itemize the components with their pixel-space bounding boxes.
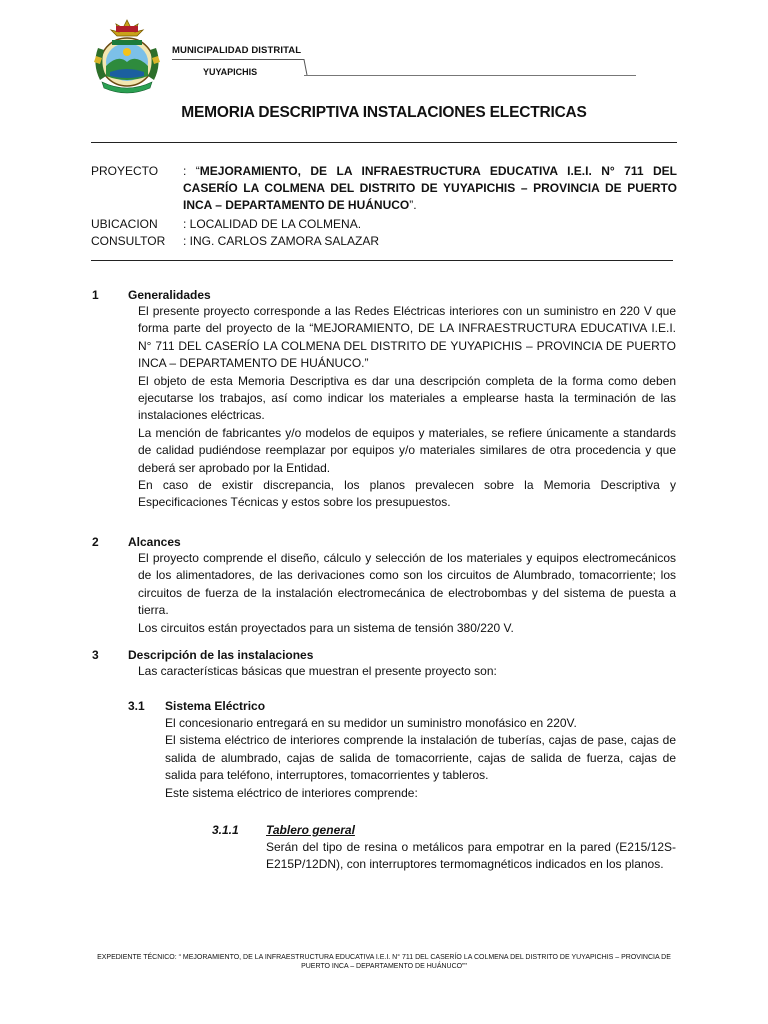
section-3-1-body: [165, 715, 676, 802]
project-meta: [0, 163, 768, 253]
section-2-paragraph: El proyecto comprende el diseño, cálculo y selección de los materiales y equipos electromecánicos de los alimentadores, de las derivaciones como son los circuitos de Alumbrado, tomacorriente; los circuitos de fuerza de la instalación electromecánica de electrobombas y del sistema de puesta a tierra.: [138, 551, 676, 618]
section-3-1-paragraph: El concesionario entregará en su medidor un suministro monofásico en 220V.: [165, 716, 577, 730]
section-3-body: [138, 663, 676, 680]
proyecto-value: [183, 163, 677, 214]
section-1-paragraph: La mención de fabricantes y/o modelos de equipos y materiales, se refiere únicamente a standards de calidad pudiéndose reemplazar por equipos y/o materiales similares de otra procedencia y que deberá ser aprobado por la Entidad.: [138, 425, 676, 475]
section-3-1-title: Sistema Eléctrico: [165, 699, 266, 713]
page-footer: EXPEDIENTE TÉCNICO: “ MEJORAMIENTO, DE LA INFRAESTRUCTURA EDUCATIVA I.E.I. N° 711 DEL CASERÍO LA COLMENA DEL DISTRITO DE YUYAPICHIS – PROVINCIA DE PUERTO INCA – DEPARTAMENTO DE HUÁNUCO”": [97, 954, 671, 970]
section-3-1-paragraph: Este sistema eléctrico de interiores comprende:: [165, 785, 418, 800]
section-3-1-1-number: 3.1.1: [212, 823, 239, 837]
proyecto-name: MEJORAMIENTO, DE LA INFRAESTRUCTURA EDUCATIVA I.E.I. N° 711 DEL CASERÍO LA COLMENA DEL DISTRITO DE YUYAPICHIS – PROVINCIA DE PUERTO INCA – DEPARTAMENTO DE HUÁNUCO: [183, 164, 677, 212]
section-3-1-number: 3.1: [128, 699, 145, 713]
section-3-1-1-title: Tablero general: [266, 823, 355, 837]
section-3-1-paragraph: El sistema eléctrico de interiores comprende la instalación de tuberías, cajas de pase, cajas de salida de alumbrado, cajas de salida de tomacorriente, cajas de salida de fuerza, cajas de salida para teléfono, interruptores, tomacorrientes y tableros.: [165, 733, 676, 783]
proyecto-label: PROYECTO: [91, 164, 159, 178]
header-divider-long: [304, 75, 636, 76]
title-divider: [91, 142, 677, 143]
municipality-name: MUNICIPALIDAD DISTRITAL: [172, 45, 302, 56]
consultor-value: : ING. CARLOS ZAMORA SALAZAR: [183, 234, 380, 248]
section-1-number: 1: [92, 288, 99, 302]
section-1-paragraph: El objeto de esta Memoria Descriptiva es dar una descripción completa de la forma como deben ejecutarse los trabajos, así como indicar los materiales a emplearse hasta la terminación de las instalaciones eléctricas.: [138, 373, 676, 423]
section-2-body: [138, 550, 676, 637]
municipal-crest-icon: [88, 18, 166, 96]
section-1-body: [138, 303, 676, 512]
section-1-title: Generalidades: [128, 288, 211, 302]
section-2-number: 2: [92, 535, 99, 549]
section-3-title: Descripción de las instalaciones: [128, 648, 314, 662]
consultor-label: CONSULTOR: [91, 234, 166, 248]
section-3-paragraph: Las características básicas que muestran el presente proyecto son:: [138, 664, 497, 678]
section-3-1-1-body: [266, 839, 676, 874]
district-name: YUYAPICHIS: [203, 67, 258, 77]
proyecto-suffix: ”.: [409, 198, 417, 212]
header-divider: [172, 59, 290, 60]
section-2-title: Alcances: [128, 535, 181, 549]
document-title: MEMORIA DESCRIPTIVA INSTALACIONES ELECTRICAS: [181, 104, 587, 121]
section-3-number: 3: [92, 648, 99, 662]
section-1-paragraph: El presente proyecto corresponde a las Redes Eléctricas interiores con un suministro en 220 V que forma parte del proyecto de la “MEJORAMIENTO, DE LA INFRAESTRUCTURA EDUCATIVA I.E.I. N° 711 DEL CASERÍO LA COLMENA DEL DISTRITO DE YUYAPICHIS – PROVINCIA DE PUERTO INCA – DEPARTAMENTO DE HUÁNUCO.”: [138, 304, 676, 371]
section-1-paragraph: En caso de existir discrepancia, los planos prevalecen sobre la Memoria Descriptiva y Especificaciones Técnicas y estos sobre los presupuestos.: [138, 478, 676, 510]
section-2-paragraph: Los circuitos están proyectados para un sistema de tensión 380/220 V.: [138, 620, 514, 635]
meta-divider: [91, 260, 673, 261]
ubicacion-value: : LOCALIDAD DE LA COLMENA.: [183, 217, 362, 231]
section-3-1-1-paragraph: Serán del tipo de resina o metálicos para empotrar en la pared (E215/12S-E215P/12DN), con interruptores termomagnéticos indicados en los planos.: [266, 840, 676, 872]
ubicacion-label: UBICACION: [91, 217, 158, 231]
proyecto-prefix: : “: [183, 164, 200, 178]
